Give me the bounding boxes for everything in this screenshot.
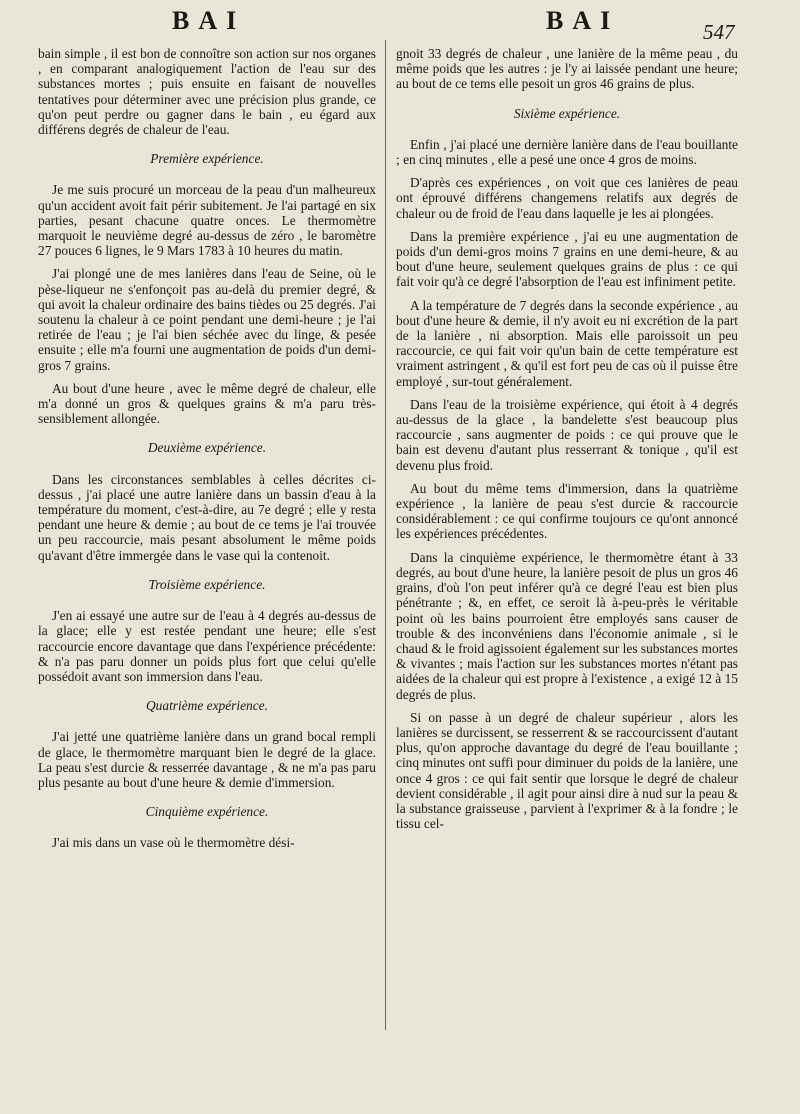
- section-heading: Première expérience.: [150, 151, 264, 167]
- paragraph: Dans les circonstances semblables à celles décrites ci-dessus , j'ai placé une autre lanière dans un bassin d'eau à la température du moment, c'est-à-dire, au 7e degré ; elle y resta pendant une heure & demie ; au bout de ce tems je l'ai trouvée un peu raccourcie, mais pesant absolument le même poids qu'avant d'être immergée dans le vase qui la contenoit.: [38, 471, 376, 563]
- running-head-right: BAI: [546, 6, 620, 35]
- paragraph: Si on passe à un degré de chaleur supérieur , alors les lanières se durcissent, se resserrent & se raccourcissent d'autant plus, qu'on approche davantage du degré de l'eau bouillante ; cinq minutes ont suffi pour diminuer du poids de la lanière, une once 4 gros : ce qui fait sentir que lorsque le degré de chaleur devient considérable , il agit pour ainsi dire à nud sur la peau & la substance graisseuse , parvient à l'exprimer & à la fondre ; le tissu cel-: [396, 709, 738, 832]
- paragraph: gnoit 33 degrés de chaleur , une lanière de la même peau , du même poids que les autres : je l'y ai laissée pendant une heure; au bout de ce tems elle pesoit un gros 46 grains de plus.: [396, 46, 738, 92]
- paragraph: J'en ai essayé une autre sur de l'eau à 4 degrés au-dessus de la glace; elle y est restée pendant une heure; elle s'est raccourcie encore davantage que dans l'expérience précédente: & n'a pas paru donner un poids plus fort que celui qu'elle possédoit avant son immersion dans l'eau.: [38, 608, 376, 684]
- section-heading: Quatrième expérience.: [146, 698, 268, 714]
- paragraph: Enfin , j'ai placé une dernière lanière dans de l'eau bouillante ; en cinq minutes , elle a pesé une once 4 gros de moins.: [396, 136, 738, 168]
- paragraph: Dans la première expérience , j'ai eu une augmentation de poids d'un demi-gros moins 7 grains en une demi-heure, & au bout d'une heure, seulement quelques grains de plus : ce qui fait voir qu'à ce degré l'absorption de l'eau est infiniment petite.: [396, 228, 738, 290]
- column-divider: [385, 40, 386, 1030]
- paragraph: bain simple , il est bon de connoître son action sur nos organes , en comparant analogiquement l'action de l'eau sur des substances mortes ; puis ensuite en faisant de nouvelles tentatives pour déterminer avec une précision plus grande, ce qu'on peut perdre ou gagner dans le bain , eu égard aux différens degrés de chaleur de l'eau.: [38, 46, 376, 138]
- text-column-right: [396, 46, 738, 839]
- paragraph: J'ai plongé une de mes lanières dans l'eau de Seine, où le pèse-liqueur ne s'enfonçoit pas au-delà du premier degré, & qui avoit la chaleur ordinaire des bains tièdes ou 25 degrés. J'ai soutenu la chaleur à ce point pendant une demi-heure ; je l'ai retirée de l'eau ; je l'ai bien séchée avec du linge, & pesée ensuite ; elle m'a fourni une augmentation de poids d'un demi-gros 7 grains.: [38, 266, 376, 373]
- paragraph: A la température de 7 degrés dans la seconde expérience , au bout d'une heure & demie, il n'y avoit eu ni excrétion de la part de la lanière , ni absorption. Mais elle paroissoit un peu raccourcie, ce qui fait voir qu'un bain de cette température est vraiment astringent , & qu'il est fort peu de cas où il puisse être employé , sur-tout généralement.: [396, 297, 738, 389]
- paragraph: Dans l'eau de la troisième expérience, qui étoit à 4 degrés au-dessus de la glace , la bandelette s'est beaucoup plus raccourcie , sans augmenter de poids : ce qui prouve que le bain est devenu d'autant plus resserrant & tonique , qu'il est devenu plus froid.: [396, 396, 738, 473]
- section-heading: Deuxième expérience.: [147, 440, 267, 456]
- paragraph: Au bout du même tems d'immersion, dans la quatrième expérience , la lanière de peau s'est durcie & raccourcie considérablement : ce qui confirme toujours ce qu'ont annoncé les expériences précédentes.: [396, 480, 738, 542]
- paragraph: Au bout d'une heure , avec le même degré de chaleur, elle m'a donné un gros & quelques grains & m'a paru très-sensiblement allongée.: [38, 380, 376, 427]
- page-number: 547: [703, 20, 735, 44]
- section-heading: Sixième expérience.: [513, 105, 621, 121]
- paragraph: Je me suis procuré un morceau de la peau d'un malheureux qu'un accident avoit fait périr subitement. Je l'ai partagé en six parties, pesant chacune quatre onces. Le thermomètre marquoit le neuvième degré au-dessus de zéro , le baromètre 27 pouces 6 lignes, le 9 Mars 1783 à 10 heures du matin.: [38, 182, 376, 259]
- paragraph: J'ai jetté une quatrième lanière dans un grand bocal rempli de glace, le thermomètre marquant bien le degré de la glace. La peau s'est durcie & resserrée davantage , & ne m'a pas paru plus pesante au bout d'une heure & demie d'immersion.: [38, 729, 376, 790]
- paragraph: J'ai mis dans un vase où le thermomètre dési-: [52, 835, 295, 851]
- paragraph: D'après ces expériences , on voit que ces lanières de peau ont éprouvé différens changemens relatifs aux degrés de chaleur ou de froid de l'eau dans laquelle je les ai plongées.: [396, 175, 738, 221]
- text-column-left: [38, 46, 376, 859]
- section-heading: Troisième expérience.: [148, 576, 266, 592]
- section-heading: Cinquième expérience.: [145, 804, 269, 820]
- running-head-left: BAI: [172, 6, 246, 35]
- paragraph: Dans la cinquième expérience, le thermomètre étant à 33 degrés, au bout d'une heure, la lanière pesoit de plus un gros 46 grains, d'où l'on peut inférer qu'à ce degré l'eau est bien plus pénétrante ; &, en effet, ce seroit là à-peu-près le véritable point où les bains pourroient être employés sans causer de trouble & des inconvéniens dans l'économie animale , si le chaud & le froid agissoient également sur les substances mortes & vivantes ; mais l'action sur les substances mortes n'étant pas aidées de la chaleur qui est propre à l'existence , a exigé 12 à 15 degrés de plus.: [396, 549, 738, 702]
